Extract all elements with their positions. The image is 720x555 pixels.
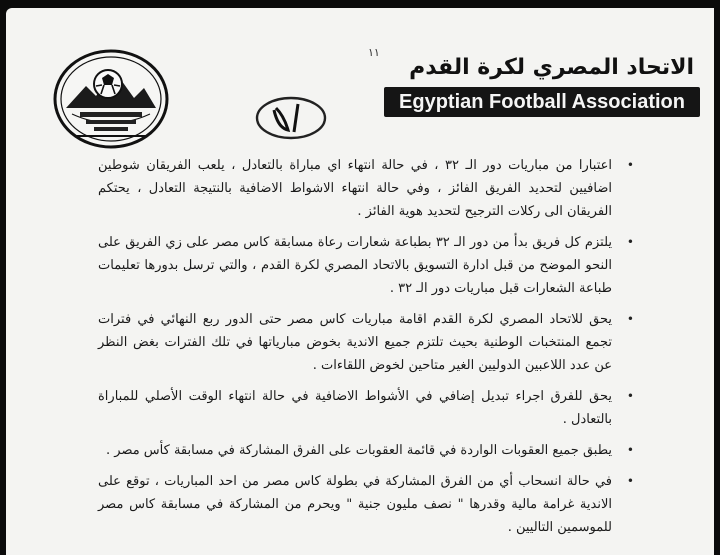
paragraph-extra-substitution [98, 385, 634, 431]
paragraph-text: اعتبارا من مباريات دور الـ ٣٢ ، في حالة انتهاء اي مباراة بالتعادل ، يلعب الفريقان شوطين اضافيين لتحديد الفريق الفائز ، وفي حالة انتهاء الاشواط الاضافية بالنتيجة التعادل ، يحتكم الفريقان الى ركلات الترجيح لتحديد هوية الفائز . [98, 158, 612, 219]
association-name-arabic: الاتحاد المصري لكرة القدم [409, 55, 694, 80]
bullet-marker: • [626, 443, 634, 457]
regulations-text [98, 154, 634, 547]
paragraph-text: يلتزم كل فريق بدأ من دور الـ ٣٢ بطباعة شعارات رعاة مسابقة كاس مصر على زي الفريق على النحو الموضح من قبل ادارة التسويق بالاتحاد المصري لكرة القدم ، والتي ترسل بدورها تعليمات طباعة الشعارات قبل مباريات دور الـ ٣٢ . [98, 235, 612, 296]
document-page [6, 8, 714, 555]
bullet-marker: • [626, 312, 634, 326]
paragraph-withdrawal [98, 470, 634, 539]
bullet-marker: • [626, 235, 634, 249]
bullet-marker: • [626, 158, 634, 172]
paragraph-text: يحق للفرق اجراء تبديل إضافي في الأشواط الاضافية في حالة انتهاء الوقت الأصلي للمباراة بالتعادل . [98, 389, 612, 427]
paragraph-international-windows [98, 308, 634, 377]
paragraph-text: في حالة انسحاب أي من الفرق المشاركة في بطولة كاس مصر من احد المباريات ، توقع على الاندية غرامة مالية وقدرها " نصف مليون جنية " ويحرم من المشاركة في مسابقة كاس مصر للموسمين التاليين . [98, 474, 612, 535]
bullet-marker: • [626, 474, 634, 488]
association-name-english: Egyptian Football Association [384, 87, 700, 117]
paragraph-text: يحق للاتحاد المصري لكرة القدم اقامة مباريات كاس مصر حتى الدور ربع النهائي في فترات تجمع المنتخبات الوطنية بحيث تلتزم جميع الاندية بخوض مبارياتها في تلك الفترات بغض النظر عن عدد اللاعبين الدوليين الغير متاحين لخوض اللقاءات . [98, 312, 612, 373]
paragraph-penalties [98, 439, 634, 462]
handwritten-page-number-icon [254, 94, 328, 142]
paragraph-text: يطبق جميع العقوبات الواردة في قائمة العقوبات على الفرق المشاركة في مسابقة كأس مصر . [106, 443, 612, 458]
efa-crest-icon [52, 48, 170, 150]
paragraph-extra-time [98, 154, 634, 223]
bullet-marker: • [626, 389, 634, 403]
page-number: ١١ [368, 46, 380, 59]
paragraph-sponsor-logos [98, 231, 634, 300]
